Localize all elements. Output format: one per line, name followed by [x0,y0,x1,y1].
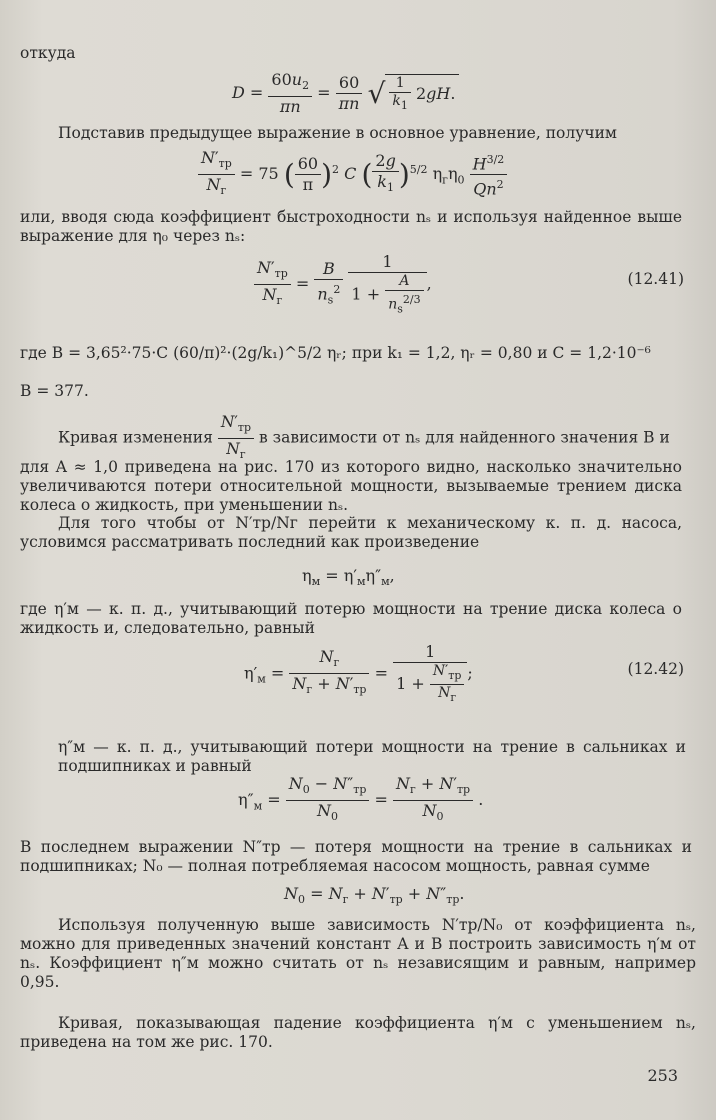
equation-diameter: D = $\frac{60u_2}{\pi n}$ = $\frac{60}{\pi n}$ √ $\frac{1}{k_1}$ 2gH. [232,70,459,117]
equation-eta-double-prime: $\eta''_м$ = $\frac{N_0 - N''_{тр}}{N_0}$ = $\frac{N_г + N'_{тр}}{N_0}$ . [238,774,484,824]
paragraph-eta-prime: где η′м — к. п. д., учитывающий потерю мощности на трение диска колеса о жидкость и, следовательно, равный [20,600,682,637]
paragraph-curve-falling: Кривая, показывающая падение коэффициента η′м с уменьшением nₛ, приведена на том же рис. 170. [20,1014,696,1051]
page-number: 253 [647,1066,678,1085]
paragraph-last-expression: В последнем выражении N″тр — потеря мощности на трение в сальниках и подшипниках; N₀ — полная потребляемая насосом мощность, равная сумме [20,838,692,875]
equation-number-12-42: (12.42) [627,660,684,678]
paragraph-using-dependence: Используя полученную выше зависимость N′тр/N₀ от коэффициента nₛ, можно для приведенных значений констант A и B построить зависимость η′м от nₛ. Коэффициент η″м можно считать от nₛ независящим и равным, например 0,95. [20,916,696,991]
paragraph-eta-double-prime: η″м — к. п. д., учитывающий потери мощности на трение в сальниках и подшипниках и равный [58,738,686,775]
paragraph-b-value: B = 377. [20,382,89,400]
paragraph-speed-coefficient: или, вводя сюда коэффициент быстроходности nₛ и используя найденное выше выражение для η₀ через nₛ: [20,208,682,245]
equation-number-12-41: (12.41) [627,270,684,288]
paragraph-curve-figure: для A ≈ 1,0 приведена на рис. 170 из которого видно, насколько значительно увеличиваются потери относительной мощности, вызываемые трением диска колеса о жидкость, при уменьшении nₛ. [20,458,682,514]
equation-power-ratio: $\frac{N'_{тр}}{N_г}$ = 75 ( $\frac{60}{\pi}$ )$^2$ C ( $\frac{2g}{k_1}$ )$^{5/2}$ $\eta_г\eta_0$ $\frac{H^{3/2}}{Qn^2}$ [198,148,507,201]
paragraph-mechanical-efficiency: Для того чтобы от N′тр/Nг перейти к механическому к. п. д. насоса, условимся рассматривать последний как произведение [20,514,682,551]
equation-efficiency-product: $\eta_м = \eta'_м\eta''_м$, [302,566,395,589]
equation-12-41: $\frac{N'_{тр}}{N_г}$ = $\frac{B}{n_s^2}$ 1 1 + $\frac{A}{n_s^{2/3}}$ , [254,252,432,317]
paragraph-otkuda: откуда [20,44,76,62]
paragraph-curve-lead: Кривая изменения $\frac{N'_{тр}}{N_г}$ в зависимости от nₛ для найденного значения B и [58,413,670,462]
paragraph-substitution: Подставив предыдущее выражение в основное уравнение, получим [58,124,617,142]
equation-12-42: $\eta'_м$ = $\frac{N_г}{N_г + N'_{тр}}$ = 1 1 + $\frac{N'_{тр}}{N_г}$ ; [244,642,473,704]
equation-total-power: $N_0 = N_г + N'_{тр} + N''_{тр}$. [284,884,465,907]
paragraph-where-b: где B = 3,65²·75·C (60/π)²·(2g/k₁)^5/2 ηᵣ; при k₁ = 1,2, ηᵣ = 0,80 и C = 1,2·10⁻⁶ [20,344,651,362]
